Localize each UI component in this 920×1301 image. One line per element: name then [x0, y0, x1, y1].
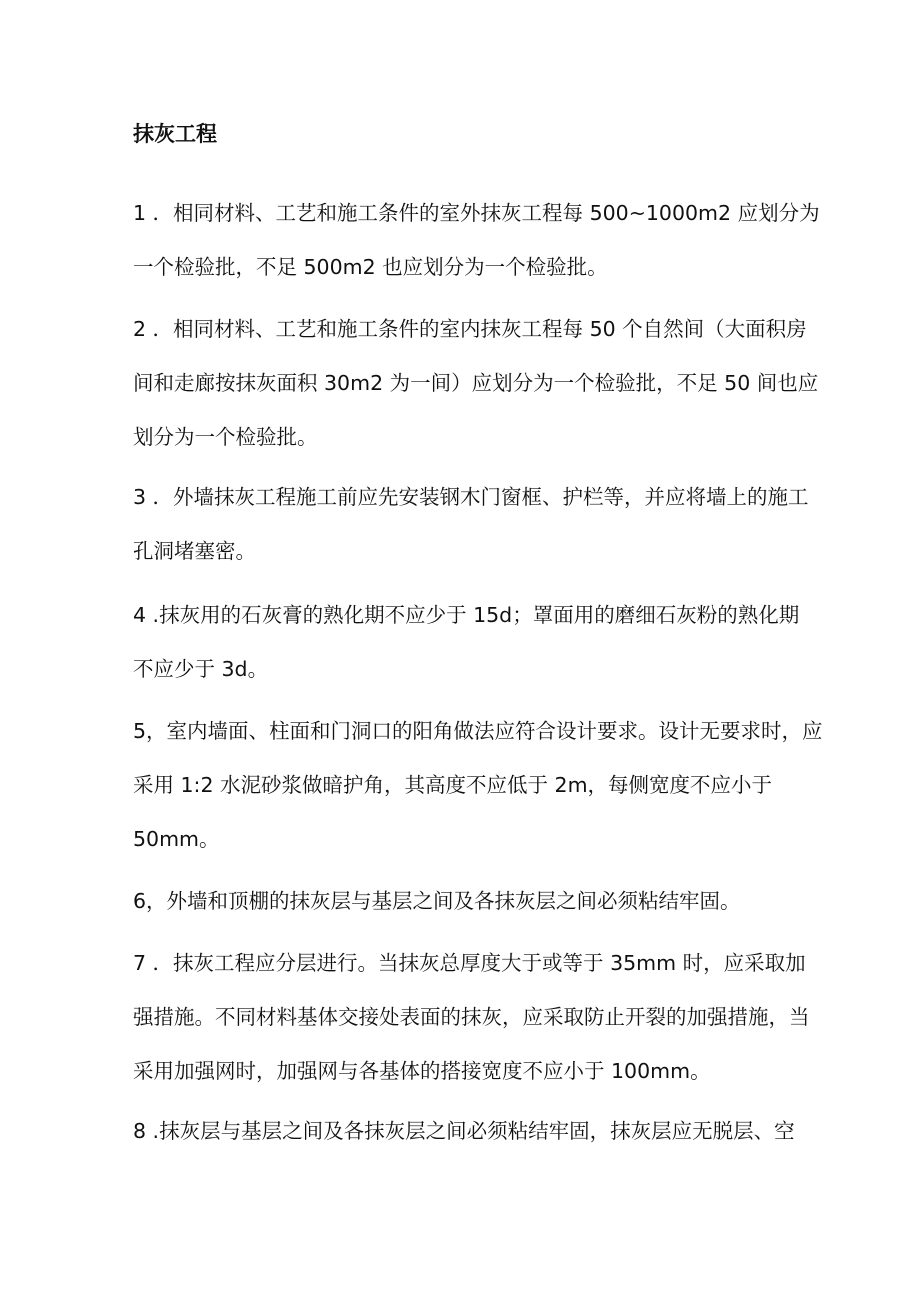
- paragraph-8: [133, 1104, 793, 1158]
- paragraph-line: 一个检验批，不足 500m2 也应划分为一个检验批。: [133, 255, 608, 279]
- paragraph-line: 3 ．外墙抹灰工程施工前应先安装钢木门窗框、护栏等，并应将墙上的施工: [133, 485, 809, 509]
- paragraph-line: 8 .抹灰层与基层之间及各抹灰层之间必须粘结牢固，抹灰层应无脱层、空: [133, 1119, 795, 1143]
- paragraph-4: [133, 588, 800, 696]
- paragraph-line: 1 ．相同材料、工艺和施工条件的室外抹灰工程每 500~1000m2 应划分为: [133, 201, 820, 225]
- paragraph-7: [133, 936, 810, 1098]
- paragraph-1: [133, 186, 820, 294]
- paragraph-line: 7 ．抹灰工程应分层进行。当抹灰总厚度大于或等于 35mm 时，应采取加: [133, 951, 806, 975]
- paragraph-6: [133, 874, 793, 928]
- document-title: 抹灰工程: [133, 122, 217, 146]
- paragraph-line: 6，外墙和顶棚的抹灰层与基层之间及各抹灰层之间必须粘结牢固。: [133, 889, 741, 913]
- paragraph-line: 间和走廊按抹灰面积 30m2 为一间）应划分为一个检验批，不足 50 间也应: [133, 371, 819, 395]
- paragraph-line: 孔洞堵塞密。: [133, 539, 256, 563]
- paragraph-line: 4 .抹灰用的石灰膏的熟化期不应少于 15d；罩面用的磨细石灰粉的熟化期: [133, 603, 800, 627]
- paragraph-3: [133, 470, 809, 578]
- paragraph-line: 不应少于 3d。: [133, 657, 269, 681]
- paragraph-line: 采用加强网时，加强网与各基体的搭接宽度不应小于 100mm。: [133, 1059, 711, 1083]
- paragraph-line: 强措施。不同材料基体交接处表面的抹灰，应采取防止开裂的加强措施，当: [133, 1005, 810, 1029]
- paragraph-line: 2 ．相同材料、工艺和施工条件的室内抹灰工程每 50 个自然间（大面积房: [133, 317, 807, 341]
- paragraph-line: 50mm。: [133, 827, 220, 851]
- paragraph-line: 划分为一个检验批。: [133, 425, 318, 449]
- paragraph-5: [133, 704, 823, 866]
- paragraph-2: [133, 302, 819, 464]
- paragraph-line: 采用 1:2 水泥砂浆做暗护角，其高度不应低于 2m，每侧宽度不应小于: [133, 773, 773, 797]
- paragraph-line: 5，室内墙面、柱面和门洞口的阳角做法应符合设计要求。设计无要求时，应: [133, 719, 823, 743]
